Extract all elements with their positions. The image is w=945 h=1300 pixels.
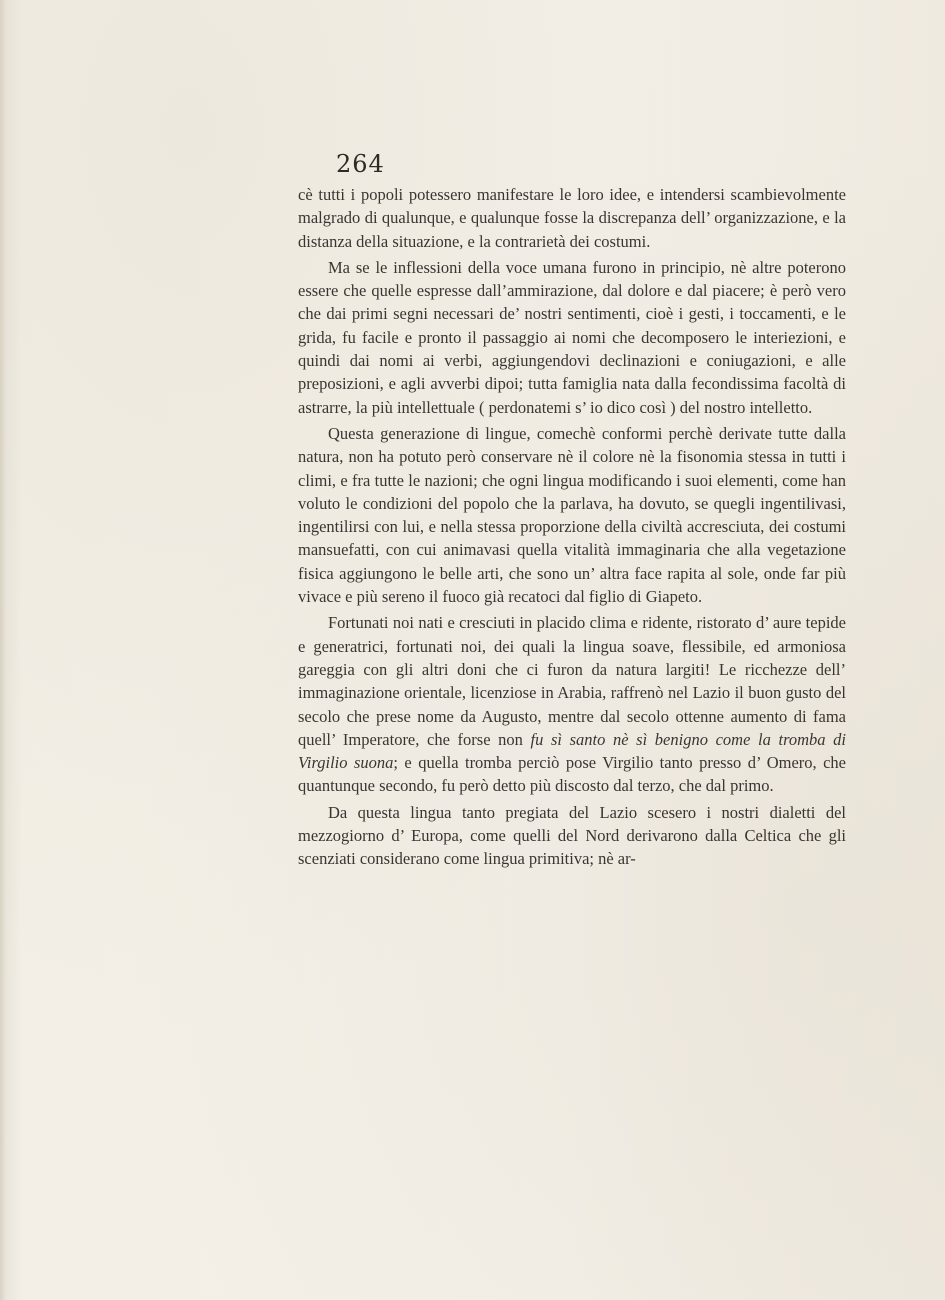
paragraph-fortunati-text-after: ; e quella tromba perciò pose Virgilio tanto presso d’ Omero, che quantunque secondo, fu però detto più discosto dal terzo, che dal primo. [298, 753, 847, 796]
page-binding-edge [0, 0, 6, 1300]
paragraph-fortunati-text-before: Fortunati noi nati e cresciuti in placido clima e ridente, ristorato d’ aure tepide e generatrici, fortunati noi, dei quali la lingua soave, flessibile, ed armoniosa gareggia con gli altri doni che ci furon da natura largiti! Le ricchezze dell’ immaginazione orientale, licenziose in Arabia, raffrenò nel Lazio il buon gusto del secolo che prese nome da Augusto, mentre dal secolo ottenne aumento di fama quell’ Imperatore, che forse non [298, 613, 846, 749]
paragraph-fortunati [298, 611, 846, 797]
italic-quotation: fu sì santo nè sì benigno come la tromba di Virgilio suona [298, 729, 847, 773]
body-text [298, 183, 846, 874]
paragraph-continued: cè tutti i popoli potessero manifestare le loro idee, e intendersi scambievolmente malgrado di qualunque, e qualunque fosse la discrepanza dell’ organizzazione, e la distanza della situazione, e la contrarietà dei costumi. [298, 185, 846, 251]
paragraph-generazione-lingue: Questa generazione di lingue, comechè conformi perchè derivate tutte dalla natura, non ha potuto però conservare nè il colore nè la fisonomia stessa in tutti i climi, e fra tutte le nazioni; che ogni lingua modificando i suoi elementi, come han voluto le condizioni del popolo che la parlava, ha dovuto, se quegli ingentilivasi, ingentilirsi con lui, e nella stessa proporzione della civiltà accresciuta, dei costumi mansuefatti, con cui animavasi quella vitalità immaginaria che alla vegetazione fisica aggiungono le belle arti, che sono un’ altra face rapita al sole, onde far più vivace e più sereno il fuoco già recatoci dal figlio di Giapeto. [298, 423, 846, 607]
paragraph-inflessioni: Ma se le inflessioni della voce umana furono in principio, nè altre poterono essere che quelle espresse dall’ammirazione, dal dolore e dal piacere; è però vero che dai primi segni necessari de’ nostri sentimenti, cioè i gesti, i toccamenti, e le grida, fu facile e pronto il passaggio ai nomi che decomposero le interiezioni, e quindi dai nomi ai verbi, aggiungendovi declinazioni e coniugazioni, e alle preposizioni, e agli avverbi dipoi; tutta famiglia nata dalla fecondissima facoltà di astrarre, la più intellettuale ( perdonatemi s’ io dico così ) del nostro intelletto. [298, 257, 846, 417]
paragraph-dialetti: Da questa lingua tanto pregiata del Lazio scesero i nostri dialetti del mezzogiorno d’ Europa, come quelli del Nord derivarono dalla Celtica che gli scenziati considerano come lingua primitiva; nè ar- [298, 802, 846, 869]
page-number: 264 [336, 150, 385, 178]
